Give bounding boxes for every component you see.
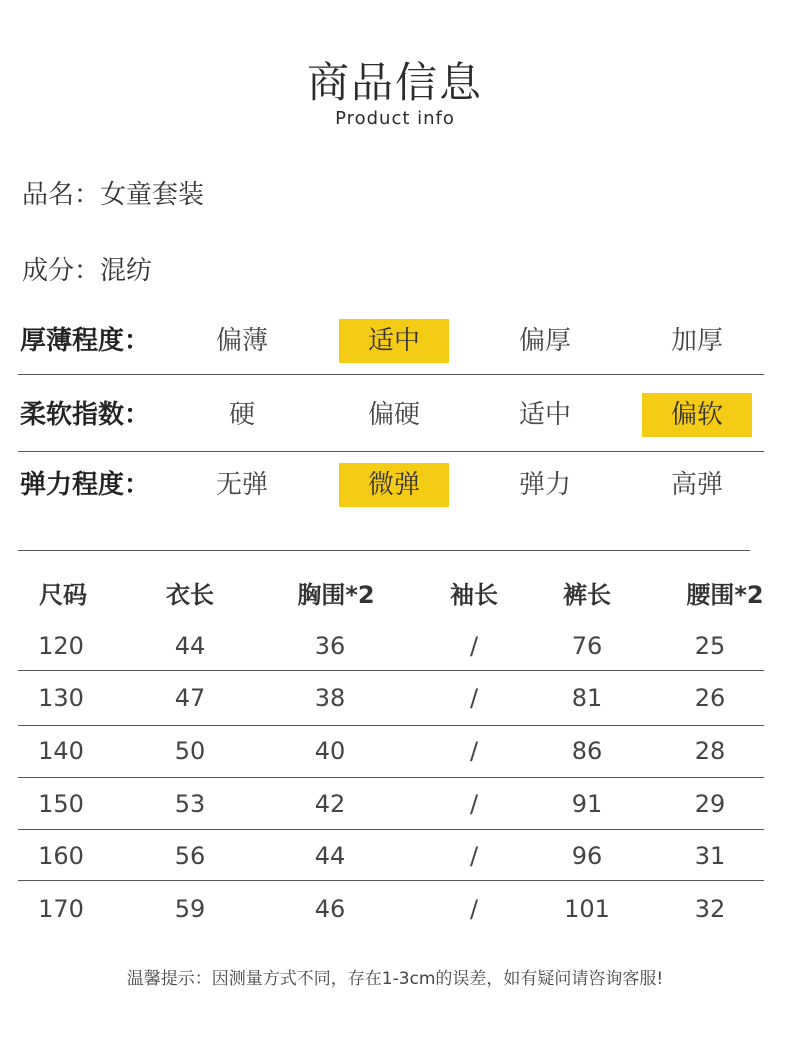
cell-sleeve: /: [469, 895, 479, 923]
cell-pants: 91: [571, 790, 603, 818]
attr-option: 偏厚: [518, 326, 571, 356]
attr-option: 偏薄: [215, 326, 268, 356]
attr-option: 硬: [228, 400, 255, 430]
attr-row-thickness: [0, 316, 790, 366]
attr-label: 柔软指数：: [20, 400, 151, 430]
cell-pants: 101: [564, 895, 610, 923]
attr-option-selected: 适中: [339, 319, 449, 363]
cell-length: 44: [174, 632, 206, 660]
cell-length: 56: [174, 842, 206, 870]
attr-option: 弹力: [518, 470, 571, 500]
row-divider: [18, 670, 764, 671]
row-divider: [18, 777, 764, 778]
measurement-note: 温馨提示：因测量方式不同，存在1-3cm的误差，如有疑问请咨询客服!: [126, 969, 664, 989]
cell-chest: 46: [314, 895, 346, 923]
cell-chest: 42: [314, 790, 346, 818]
size-header: 袖长: [450, 581, 498, 609]
size-header: 胸围*2: [297, 581, 375, 609]
attr-option-selected: 微弹: [339, 463, 449, 507]
cell-size: 170: [38, 895, 84, 923]
cell-pants: 81: [571, 684, 603, 712]
cell-waist: 31: [694, 842, 726, 870]
table-row: [0, 832, 790, 880]
table-row: [0, 727, 790, 775]
cell-sleeve: /: [469, 737, 479, 765]
attr-option: 加厚: [670, 326, 723, 356]
cell-size: 130: [38, 684, 84, 712]
page-title: 商品信息: [306, 58, 483, 107]
cell-chest: 44: [314, 842, 346, 870]
cell-waist: 25: [694, 632, 726, 660]
cell-size: 140: [38, 737, 84, 765]
cell-size: 120: [38, 632, 84, 660]
cell-pants: 86: [571, 737, 603, 765]
table-row: [0, 885, 790, 933]
cell-pants: 76: [571, 632, 603, 660]
attr-option: 无弹: [215, 470, 268, 500]
cell-length: 53: [174, 790, 206, 818]
cell-sleeve: /: [469, 632, 479, 660]
cell-size: 150: [38, 790, 84, 818]
attr-option: 高弹: [670, 470, 723, 500]
divider: [18, 374, 764, 375]
cell-chest: 38: [314, 684, 346, 712]
table-row: [0, 622, 790, 670]
page-subtitle: Product info: [335, 108, 455, 129]
row-divider: [18, 880, 764, 881]
cell-sleeve: /: [469, 790, 479, 818]
attr-label: 厚薄程度：: [20, 326, 151, 356]
cell-sleeve: /: [469, 842, 479, 870]
attr-option-selected: 偏软: [642, 393, 752, 437]
cell-sleeve: /: [469, 684, 479, 712]
cell-pants: 96: [571, 842, 603, 870]
cell-size: 160: [38, 842, 84, 870]
cell-chest: 40: [314, 737, 346, 765]
cell-waist: 29: [694, 790, 726, 818]
row-divider: [18, 725, 764, 726]
divider: [18, 550, 750, 551]
size-header: 尺码: [39, 581, 87, 609]
product-composition: 成分：混纺: [22, 256, 153, 286]
product-name: 品名：女童套装: [22, 180, 205, 210]
cell-waist: 28: [694, 737, 726, 765]
attr-option: 适中: [518, 400, 571, 430]
cell-chest: 36: [314, 632, 346, 660]
attr-label: 弹力程度：: [20, 470, 151, 500]
cell-waist: 26: [694, 684, 726, 712]
attr-option: 偏硬: [367, 400, 420, 430]
size-header: 裤长: [563, 581, 611, 609]
row-divider: [18, 829, 764, 830]
table-row: [0, 780, 790, 828]
size-header: 腰围*2: [686, 581, 764, 609]
cell-length: 47: [174, 684, 206, 712]
size-header: 衣长: [166, 581, 214, 609]
attr-row-elasticity: [0, 460, 790, 510]
cell-length: 50: [174, 737, 206, 765]
table-row: [0, 674, 790, 722]
cell-length: 59: [174, 895, 206, 923]
divider: [18, 451, 764, 452]
cell-waist: 32: [694, 895, 726, 923]
attr-row-softness: [0, 390, 790, 440]
